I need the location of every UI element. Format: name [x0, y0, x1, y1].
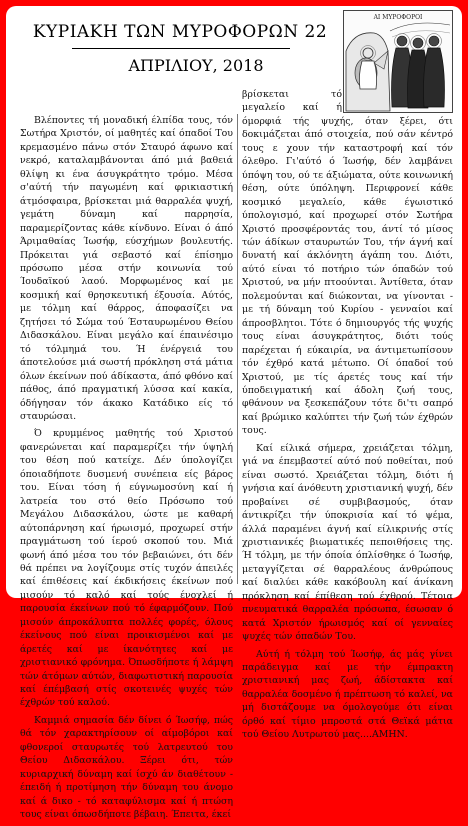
- article-paragraph: βρίσκεται τό μεγαλείο καί ή όμορφιά τής ψυχής, όταν ξέρει, ότι δοκιμάζεται άπό στοιχεία, πού σάν κέντρό τους ε χουν τήν καταστροφή καί τόν όλεθρο. Γι'αύτό ό Ίωσήφ, δέν λαμβάνει ύπόψη του, ού τε άξιώματα, ούτε κοινωνική θέση, ούτε ύπόληψη. Περιφρονεί κάθε κοσμικό μεγαλείο, κάθε έγωιστικό ύπολογισμό, καί προχωρεί στόν Σωτήρα Χριστό προσφέροντάς του, άντί τό μίσος τών άδίκων σταυρωτών Του, τήν άγνή καί δυνατή καί άκλόνητη άγάπη του. Διότι, αύτό είναι τό ποτήριο τών όπαδών τού Χριστού, να μήν πτοούνται. Άντίθετα, όταν πολεμούνται καί διώκονται, να γίνονται - με τή δύναμη τού Κυρίου - γενναίοι καί άπροσβλητοι. Τότε ό δημιουργός τής ψυχής τους είναι άσυγκράτητος, διότι τούς παρέχεται ή εύκαιρία, να άντιμετωπίσουν τόν έχθρό κατά μέτωπο. Οί όπαδοί τού Χριστού, με τίς άρετές τους καί τήν ύποδειγματική καί άδολη ζωή τους, φθάνουν να ξεσκεπάζουν τότε δι'τι σαπρό καί βρώμικο καλύπτει τήν ζωή τών έχθρών τους.: [242, 89, 453, 437]
- article-paragraph: Ό κρυμμένος μαθητής τού Χριστού φανερώνεται καί παραμερίζει τήν ύψηλή του θέση πού κατείχε. Δέν ύπολογίζει όποιαδήποτε δυσμενή συνέπεια είς βάρος του. Είναι τόση ή εύγνωμοσύνη καί ή λατρεία του στό θείο Πρόσωπο τού Μεγάλου Διδασκάλου, ώστε με καθαρή αύτοπάρνηση καί ήρωισμό, προχωρεί στήν πραγμάτωση τού ίερού σκοπού του. Μιά φωνή άπό μέσα του τόν βεβαιώνει, ότι δέν θά πρέπει να λογίζουμε στίς τυχόν άπειλές καί έπιθέσεις καί έκδικήσεις έκείνων πού μισούν τό καλό καί τούς ένοχλεί ή παρουσία έκείνων πού τό έφαρμόζουν. Πού μισούν άπροκάλυπτα πολλές φορές, όλους έκείνους πού είναι προικισμένοι καί με άρετές καί με ίκανότητες καί με χριστιανικό φρόνημα. Όπωσδήποτε ή λάμψη τών άτόμων αύτών, διαφωτιστική παρουσία καί έπέμβασή στίς σκοτεινές ψυχές τών έχθρών τού καλού.: [20, 428, 233, 709]
- column-divider: [237, 114, 238, 584]
- article-paragraph: Βλέποντες τή μοναδική έλπίδα τους, τόν Σωτήρα Χριστόν, οί μαθητές καί όπαδοί Του κρεμασμένο πάνω στόν Σταυρό άφωνο καί νεκρό, καταλαμβάνονται άπό μιά βαθειά θλίψη κι ένα άσυγκράτητο τρόμο. Μέσα σ'αύτή τήν παγωμένη καί φρικιαστική άτμόσφαιρα, βρίσκεται μιά θαρραλέα ψυχή, γεμάτη δύναμη καί παρρησία, παραμερίζοντας κάθε κίνδυνο. Είναι ό άπό Άριμαθαίας Ίωσήφ, εύσχήμων βουλευτής. Πρόκειται γιά σεβαστό καί έπίσημο πρόσωπο μέσα στήν κοινωνία τού Ίουδαϊκού λαού. Μορφωμένος καί με κοσμική καί θρησκευτική έξουσία. Αύτός, με τόλμη καί θάρρος, άποφασίζει να ζητήσει τό Σώμα τού Έσταυρωμένου Θείου Διδασκάλου. Είναι μεγάλο καί έπαινέσιμο τό τόλμημά του. Ή ένέργειά του άποτελούσε μιά σωστή πρόκληση στά μάτια όλων έκείνων πού άδίκαστα, άπό φθόνο καί πάθος, άπό πραγματική λύσσα καί κακία, όδήγησαν τόν άκακο Κατάδικο είς τό σταυρώσαι.: [20, 115, 233, 422]
- article-paragraph: Καί είλικά σήμερα, χρειάζεται τόλμη, γιά να έπεμβαστεί αύτό πού ποθείται, πού είναι σωστό. Χρειάζεται τόλμη, διότι ή γνήσια καί άνόθευτη χριστιανική ψυχή, δέν προβαίνει σέ συμβιβασμούς, όταν άντικρίζει τήν ύποκρισία καί τό ψέμα, άλλά παραμένει άγνή καί είλικρινής στίς χριστιανικές βιωματικές πεποιθήσεις της. Ή τόλμη, με τήν όποία όπλίσθηκε ό Ίωσήφ, μεταγγίζεται σέ θαρραλέους άνθρώπους καί διαλύει κάθε κακόβουλη καί άνίκανη πρόκληση καί έπίθεση τού έχθρού. Τέτοια πνευματικά θαρραλέα πρόσωπα, έσωσαν ό κατά Χριστόν ήρωισμός καί οί γενναίες ψυχές τών όπαδών Του.: [242, 442, 453, 643]
- page-date: ΑΠΡΙΛΙΟΥ, 2018: [128, 56, 264, 75]
- title-underline: [72, 48, 290, 49]
- bulletin-page: [6, 6, 462, 821]
- page-title: ΚΥΡΙΑΚΗ ΤΩΝ ΜΥΡΟΦΟΡΩΝ 22: [32, 22, 328, 42]
- icon-caption: ΑΙ ΜΥΡΟΦΟΡΟΙ: [373, 14, 423, 21]
- article-paragraph: Αύτή ή τόλμη τού Ίωσήφ, άς μάς γίνει παράδειγμα καί με τήν έμπρακτη χριστιανική μας ζωή, άδίστακτα καί θαρραλέα δοσμένο ή πρέπτωση τό καλεί, να μή διστάζουμε να όμολογούμε ότι είναι όρθό καί τίμιο μπροστά στά Θεϊκά μάτια τού Θείου Λυτρωτού μας....ΑΜΗΝ.: [242, 648, 453, 741]
- article-right-column: [242, 88, 453, 746]
- article-left-column: [20, 114, 233, 826]
- article-paragraph: Καμμιά σημασία δέν δίνει ό Ίωσήφ, πώς θά τόν χαρακτηρίσουν οί αίμοβόροι καί φθονεροί σταυρωτές τού λατρευτού του Θείου Διδασκάλου. Ξέρει ότι, τών κυριαρχική δύναμη καί ίσχύ άν διαθέτουν - έπειδή ή προτίμηση τήν δύναμη του άνομο καί ά δικο - τό καταφύλισμα καί ή πτώση τους είναι όπωσδήποτε βέβαιη. Έπειτα, έκεί: [20, 714, 233, 821]
